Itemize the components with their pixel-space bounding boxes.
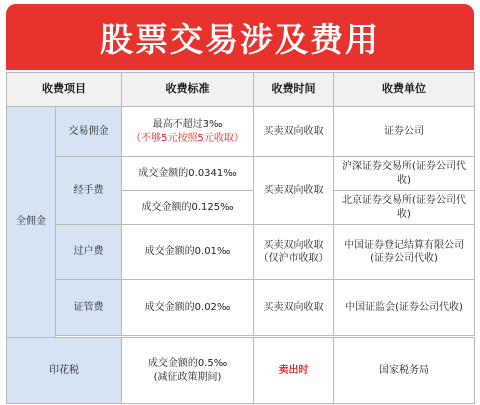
unit-regulatory: 中国证监会(证券公司代收) bbox=[334, 280, 475, 336]
standard-commission-line2: （不够5元按照5元收取） bbox=[131, 132, 244, 144]
unit-stamp: 国家税务局 bbox=[334, 338, 475, 404]
header-unit: 收费单位 bbox=[334, 73, 475, 107]
table-row bbox=[7, 225, 475, 280]
table-row bbox=[7, 338, 475, 404]
standard-stamp-line1: 成交金额的0.5‰ bbox=[147, 358, 228, 369]
standard-regulatory: 成交金额的0.02‰ bbox=[122, 280, 254, 336]
time-transfer-line1: 买卖双向收取 bbox=[263, 239, 324, 251]
category-cell: 全佣金 bbox=[7, 107, 56, 338]
table-row bbox=[7, 280, 475, 336]
time-transfer-line2: （仅沪市收取） bbox=[258, 253, 329, 264]
standard-transfer: 成交金额的0.01‰ bbox=[122, 225, 254, 280]
unit-transfer-line2: (证券公司代收) bbox=[370, 253, 438, 264]
time-stamp: 卖出时 bbox=[254, 338, 334, 404]
table-row bbox=[7, 107, 475, 157]
unit-handling-bj: 北京证券交易所(证券公司代收) bbox=[334, 191, 475, 225]
row-name-transfer: 过户费 bbox=[56, 225, 122, 280]
unit-transfer bbox=[334, 225, 475, 280]
table-row bbox=[7, 157, 475, 191]
table-header-row bbox=[7, 73, 475, 107]
standard-stamp bbox=[122, 338, 254, 404]
row-name-regulatory: 证管费 bbox=[56, 280, 122, 336]
standard-commission bbox=[122, 107, 254, 157]
standard-commission-line1: 最高不超过3‰ bbox=[152, 119, 223, 130]
standard-handling-bj: 成交金额的0.125‰ bbox=[122, 191, 254, 225]
page-title: 股票交易涉及费用 bbox=[100, 19, 380, 59]
header-standard: 收费标准 bbox=[122, 73, 254, 107]
unit-transfer-line1: 中国证券登记结算有限公司 bbox=[344, 239, 464, 251]
standard-stamp-line2: (减征政策期间) bbox=[153, 371, 222, 383]
header-time: 收费时间 bbox=[254, 73, 334, 107]
row-name-commission: 交易佣金 bbox=[56, 107, 122, 157]
fee-table bbox=[6, 72, 475, 404]
title-banner bbox=[6, 4, 474, 70]
row-name-handling: 经手费 bbox=[56, 157, 122, 225]
time-handling: 买卖双向收取 bbox=[254, 157, 334, 225]
time-commission: 买卖双向收取 bbox=[254, 107, 334, 157]
fee-card bbox=[6, 0, 474, 403]
unit-handling-sh: 沪深证券交易所(证券公司代收) bbox=[334, 157, 475, 191]
unit-commission: 证券公司 bbox=[334, 107, 475, 157]
time-transfer bbox=[254, 225, 334, 280]
row-name-stamp: 印花税 bbox=[7, 338, 122, 404]
header-item: 收费项目 bbox=[7, 73, 122, 107]
time-regulatory: 买卖双向收取 bbox=[254, 280, 334, 336]
standard-handling-sh: 成交金额的0.0341‰ bbox=[122, 157, 254, 191]
